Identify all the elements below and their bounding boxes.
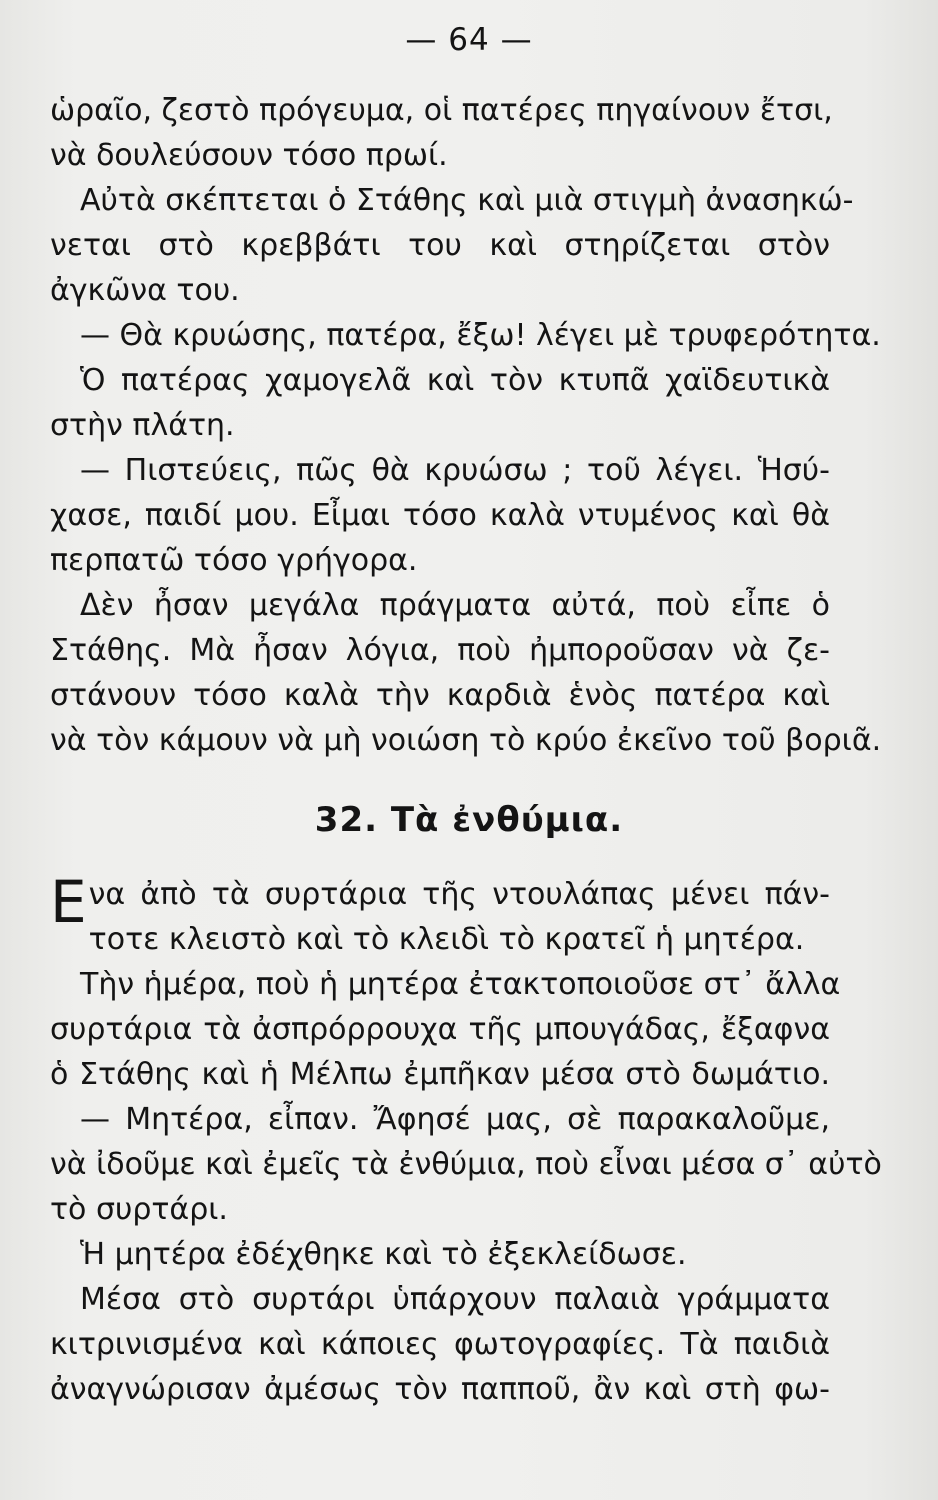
paragraph xyxy=(50,178,854,313)
paragraph xyxy=(50,1277,830,1412)
text-line: — Πιστεύεις, πῶς θὰ κρυώσω ; τοῦ λέγει. Ἡσύ- xyxy=(80,453,830,488)
text-line: στὴν πλάτη. xyxy=(50,408,235,443)
chapter-title: 32. Τὰ ἐνθύμια. xyxy=(314,800,624,840)
page-number: — 64 — xyxy=(405,22,533,58)
text-line: — Θὰ κρυώσης, πατέρα, ἔξω! λέγει μὲ τρυφερότητα. xyxy=(80,318,881,353)
paragraph xyxy=(50,448,830,583)
text-line: χασε, παιδί μου. Εἶμαι τόσο καλὰ ντυμένος καὶ θὰ xyxy=(50,498,830,533)
drop-cap: Ε xyxy=(50,868,87,936)
text-line: συρτάρια τὰ ἀσπρόρρουχα τῆς μπουγάδας, ἔξαφνα xyxy=(50,1012,830,1047)
paragraph xyxy=(50,1097,882,1232)
text-line: ἀναγνώρισαν ἀμέσως τὸν παπποῦ, ἂν καὶ στὴ φω- xyxy=(50,1372,830,1407)
text-line: τοτε κλειστὸ καὶ τὸ κλειδὶ τὸ κρατεῖ ἡ μητέρα. xyxy=(88,922,805,957)
text-line: Ὁ πατέρας χαμογελᾶ καὶ τὸν κτυπᾶ χαϊδευτικὰ xyxy=(80,363,830,398)
text-line: κιτρινισμένα καὶ κάποιες φωτογραφίες. Τὰ παιδιὰ xyxy=(50,1327,830,1362)
text-block-top xyxy=(50,88,882,763)
text-line: να ἀπὸ τὰ συρτάρια τῆς ντουλάπας μένει πάν- xyxy=(88,877,830,912)
paragraph xyxy=(50,962,841,1097)
text-line: ὡραῖο, ζεστὸ πρόγευμα, οἱ πατέρες πηγαίνουν ἔτσι, xyxy=(50,93,833,128)
text-line: περπατῶ τόσο γρήγορα. xyxy=(50,543,418,578)
text-line: Μέσα στὸ συρτάρι ὑπάρχουν παλαιὰ γράμματα xyxy=(80,1282,830,1317)
paragraph xyxy=(50,583,882,763)
paragraph xyxy=(50,358,830,448)
text-line: στάνουν τόσο καλὰ τὴν καρδιὰ ἑνὸς πατέρα καὶ xyxy=(50,678,830,713)
text-line: Ἡ μητέρα ἐδέχθηκε καὶ τὸ ἐξεκλείδωσε. xyxy=(80,1237,687,1272)
paragraph xyxy=(50,1232,830,1277)
text-line: ὁ Στάθης καὶ ἡ Μέλπω ἐμπῆκαν μέσα στὸ δωμάτιο. xyxy=(50,1057,830,1092)
text-line: νεται στὸ κρεββάτι του καὶ στηρίζεται στὸν xyxy=(50,228,830,263)
text-line: νὰ τὸν κάμουν νὰ μὴ νοιώση τὸ κρύο ἐκεῖνο τοῦ βοριᾶ. xyxy=(50,723,882,758)
text-line: ἀγκῶνα του. xyxy=(50,273,240,308)
text-line: Τὴν ἡμέρα, ποὺ ἡ μητέρα ἐτακτοποιοῦσε στ᾽ ἄλλα xyxy=(80,967,841,1002)
text-line: τὸ συρτάρι. xyxy=(50,1192,228,1227)
text-line: Δὲν ἦσαν μεγάλα πράγματα αὐτά, ποὺ εἶπε ὁ xyxy=(80,588,830,623)
text-line: Αὐτὰ σκέπτεται ὁ Στάθης καὶ μιὰ στιγμὴ ἀνασηκώ- xyxy=(80,183,854,218)
text-line: νὰ ἰδοῦμε καὶ ἐμεῖς τὰ ἐνθύμια, ποὺ εἶναι μέσα σ᾽ αὐτὸ xyxy=(50,1147,882,1182)
text-line: — Μητέρα, εἶπαν. Ἄφησέ μας, σὲ παρακαλοῦμε, xyxy=(80,1102,830,1137)
paragraph xyxy=(50,88,833,178)
paragraph xyxy=(50,313,881,358)
text-block-bottom xyxy=(50,868,882,1412)
paragraph xyxy=(50,868,830,962)
text-line: νὰ δουλεύσουν τόσο πρωί. xyxy=(50,138,448,173)
text-line: Στάθης. Μὰ ἦσαν λόγια, ποὺ ἠμποροῦσαν νὰ ζε- xyxy=(50,633,830,668)
